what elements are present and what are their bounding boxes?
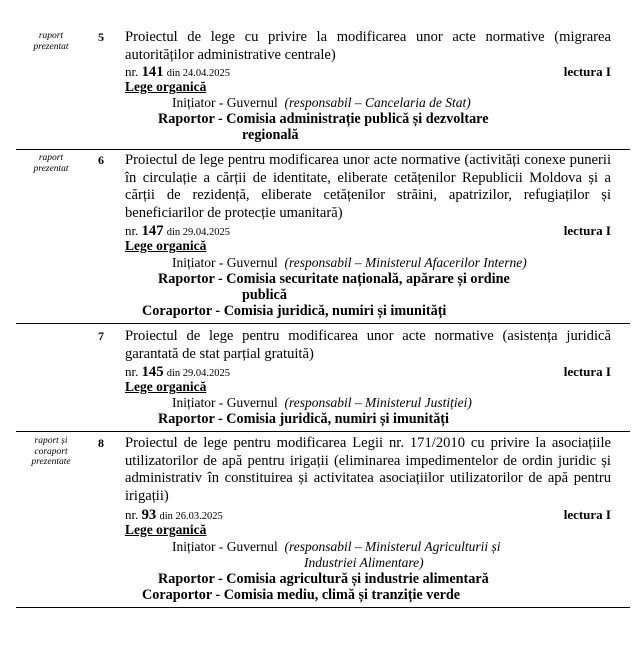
row-separator bbox=[16, 323, 630, 324]
initiator: Inițiator - Guvernul (responsabil – Ministerul Afacerilor Interne) bbox=[172, 255, 527, 270]
item-title: Proiectul de lege pentru modificarea Legii nr. 171/2010 cu privire la asociațiile utilizatorilor de apă pentru irigații (eliminarea impedimentelor de ordin juridic și administrativ în constituirea și activitatea asociațiilor utilizatorilor de apă pentru irigații) bbox=[125, 435, 611, 504]
initiator-continued: Industriei Alimentare) bbox=[304, 555, 424, 570]
item-number: 6 bbox=[98, 153, 104, 167]
item-status: raport și coraport prezentate bbox=[31, 436, 71, 467]
raportor: Raportor - Comisia securitate națională, apărare și ordine bbox=[158, 271, 510, 287]
item-number: 8 bbox=[98, 436, 104, 450]
initiator: Inițiator - Guvernul (responsabil – Ministerul Agriculturii și bbox=[172, 539, 501, 554]
reading-stage: lectura I bbox=[563, 223, 611, 238]
law-type: Lege organică bbox=[125, 79, 207, 94]
law-type: Lege organică bbox=[125, 238, 207, 253]
law-type: Lege organică bbox=[125, 522, 207, 537]
item-registration: nr. 145 din 29.04.2025 bbox=[125, 364, 231, 380]
item-registration: nr. 93 din 26.03.2025 bbox=[125, 507, 223, 523]
item-title: Proiectul de lege cu privire la modificarea unor acte normative (migrarea autorităților administrative centrale) bbox=[125, 29, 611, 63]
item-number: 5 bbox=[98, 30, 104, 44]
raportor-continued: publică bbox=[242, 287, 287, 303]
coraportor: Coraportor - Comisia mediu, climă și tranziție verde bbox=[142, 587, 461, 603]
initiator: Inițiator - Guvernul (responsabil – Cancelaria de Stat) bbox=[172, 95, 471, 110]
raportor: Raportor - Comisia administrație publică și dezvoltare bbox=[158, 111, 489, 127]
raportor-continued: regională bbox=[242, 127, 299, 143]
row-separator bbox=[16, 431, 630, 432]
reading-stage: lectura I bbox=[563, 64, 611, 79]
row-separator bbox=[16, 607, 630, 608]
law-type: Lege organică bbox=[125, 379, 207, 394]
item-title: Proiectul de lege pentru modificarea unor acte normative (asistența juridică garantată de stat parțial gratuită) bbox=[125, 328, 611, 362]
raportor: Raportor - Comisia juridică, numiri și imunități bbox=[158, 411, 449, 427]
item-number: 7 bbox=[98, 329, 104, 343]
coraportor: Coraportor - Comisia juridică, numiri și imunități bbox=[142, 303, 447, 319]
item-registration: nr. 141 din 24.04.2025 bbox=[125, 64, 231, 80]
item-status: raport prezentat bbox=[33, 31, 69, 52]
item-status: raport prezentat bbox=[33, 153, 69, 174]
initiator: Inițiator - Guvernul (responsabil – Ministerul Justiției) bbox=[172, 395, 472, 410]
row-separator bbox=[16, 149, 630, 150]
reading-stage: lectura I bbox=[563, 507, 611, 522]
item-title: Proiectul de lege pentru modificarea unor acte normative (activități conexe punerii în circulație a cărții de identitate, eliberate cetățenilor Republicii Moldova și a cărții de rezidență, eliberate cetățenilor străini, apatrizilor, refugiaților și beneficiarilor de protecție umanitară) bbox=[125, 152, 611, 221]
raportor: Raportor - Comisia agricultură și industrie alimentară bbox=[158, 571, 489, 587]
reading-stage: lectura I bbox=[563, 364, 611, 379]
item-registration: nr. 147 din 29.04.2025 bbox=[125, 223, 231, 239]
